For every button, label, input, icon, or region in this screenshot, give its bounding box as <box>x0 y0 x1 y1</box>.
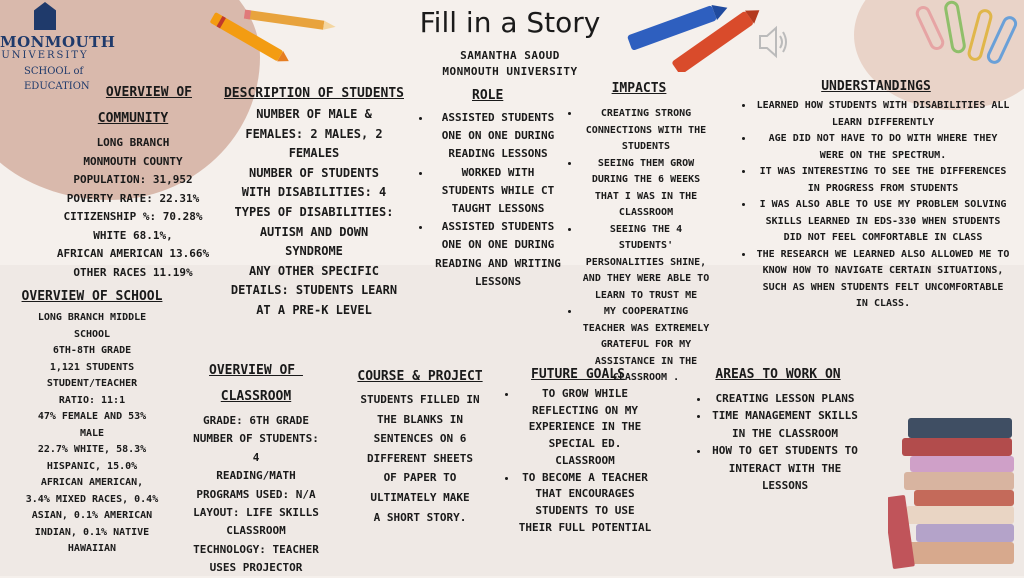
classroom-heading-line1: OVERVIEW OF <box>209 363 303 378</box>
understandings-item: • LEARNED HOW STUDENTS WITH DISABILITIES ALL LEARN DIFFERENTLY <box>754 98 1012 131</box>
classroom-line: GRADE: 6TH GRADE <box>203 414 309 427</box>
community-line: MONMOUTH COUNTY <box>83 154 183 168</box>
students-line: FEMALES <box>288 146 340 161</box>
course-line: OF PAPER TO <box>383 471 457 485</box>
areas-heading: AREAS TO WORK ON <box>715 367 841 382</box>
school-line: 1,121 STUDENTS <box>49 361 135 373</box>
community-line: OTHER RACES 11.19% <box>73 265 193 279</box>
author-affiliation: MONMOUTH UNIVERSITY <box>442 65 578 78</box>
future-item: • TO BECOME A TEACHER THAT ENCOURAGES STUDENTS TO USE THEIR FULL POTENTIAL <box>518 470 652 537</box>
students-line: DETAILS: STUDENTS LEARN <box>230 283 398 298</box>
impacts-item: • SEEING THE 4 STUDENTS' PERSONALITIES SHINE, AND THEY WERE ABLE TO LEARN TO TRUST ME <box>580 222 712 305</box>
classroom-line: USES PROJECTOR <box>209 561 303 575</box>
classroom-line: PROGRAMS USED: N/A <box>196 487 316 501</box>
role-heading: ROLE <box>472 88 504 103</box>
impacts-item: • MY COOPERATING TEACHER WAS EXTREMELY GRATEFUL FOR MY ASSISTANCE IN THE CLASSROOM . <box>580 304 712 387</box>
classroom-heading-line2: CLASSROOM <box>220 389 292 404</box>
course-line: ULTIMATELY MAKE <box>370 490 470 504</box>
speaker-icon[interactable] <box>758 22 788 62</box>
role-item: • ASSISTED STUDENTS ONE ON ONE DURING READING AND WRITING LESSONS <box>432 218 564 291</box>
school-line: LONG BRANCH MIDDLE <box>37 312 147 323</box>
school-line: 6TH-8TH GRADE <box>52 345 132 356</box>
future-heading: FUTURE GOALS <box>531 367 625 382</box>
community-line: WHITE 68.1%, <box>93 228 173 242</box>
school-line: HISPANIC, 15.0% <box>46 460 138 472</box>
impacts-item: • SEEING THEM GROW DURING THE 6 WEEKS THAT I WAS IN THE CLASSROOM <box>580 156 712 222</box>
logo-name: MONMOUTH <box>0 33 116 51</box>
school-line: SCHOOL <box>73 328 111 340</box>
school-line: INDIAN, 0.1% NATIVE <box>34 526 150 538</box>
understandings-heading: UNDERSTANDINGS <box>821 79 931 94</box>
school-line: 22.7% WHITE, 58.3% <box>37 444 147 455</box>
community-heading-line2: COMMUNITY <box>97 111 169 126</box>
impacts-item: • CREATING STRONG CONNECTIONS WITH THE STUDENTS <box>580 106 712 156</box>
school-section <box>4 286 180 558</box>
course-line: SENTENCES ON 6 <box>373 432 467 446</box>
community-line: AFRICAN AMERICAN 13.66% <box>56 247 210 260</box>
students-line: NUMBER OF MALE & <box>256 107 372 121</box>
students-line: AUTISM AND DOWN <box>259 224 369 239</box>
impacts-section <box>566 78 712 387</box>
school-line: ASIAN, 0.1% AMERICAN <box>31 510 153 521</box>
understandings-section <box>740 76 1012 313</box>
course-heading: COURSE & PROJECT <box>357 369 483 384</box>
logo-school-line2: EDUCATION <box>24 81 90 92</box>
areas-item: • TIME MANAGEMENT SKILLS IN THE CLASSROOM <box>710 407 860 442</box>
areas-item: • CREATING LESSON PLANS <box>710 390 860 407</box>
students-line: SYNDROME <box>285 244 343 259</box>
school-line: MALE <box>79 427 105 439</box>
students-line: ANY OTHER SPECIFIC <box>248 263 380 278</box>
students-line: NUMBER OF STUDENTS <box>248 165 380 180</box>
school-heading: OVERVIEW OF SCHOOL <box>21 289 163 304</box>
school-line: AFRICAN AMERICAN, <box>40 477 144 488</box>
students-line: WITH DISABILITIES: 4 <box>241 185 387 200</box>
areas-section <box>696 364 860 494</box>
university-logo <box>0 0 116 92</box>
course-section <box>346 366 494 527</box>
classroom-line: CLASSROOM <box>226 524 286 538</box>
impacts-heading: IMPACTS <box>611 81 667 96</box>
students-line: AT A PRE-K LEVEL <box>256 302 372 317</box>
school-line: RATIO: 11:1 <box>58 394 126 406</box>
role-section <box>418 85 564 291</box>
community-section <box>48 80 218 282</box>
logo-sub: UNIVERSITY <box>1 50 89 61</box>
understandings-item: • AGE DID NOT HAVE TO DO WITH WHERE THEY WERE ON THE SPECTRUM. <box>754 131 1012 164</box>
course-line: DIFFERENT SHEETS <box>367 451 473 465</box>
books-icon <box>888 412 1020 572</box>
pencil-icon <box>240 6 340 36</box>
classroom-line: TECHNOLOGY: TEACHER <box>193 542 319 556</box>
course-line: STUDENTS FILLED IN <box>360 393 480 406</box>
classroom-line: LAYOUT: LIFE SKILLS <box>193 506 319 520</box>
students-heading: DESCRIPTION OF STUDENTS <box>223 86 404 101</box>
classroom-line: NUMBER OF STUDENTS: <box>193 432 319 446</box>
school-line: 3.4% MIXED RACES, 0.4% <box>25 493 159 505</box>
understandings-item: • I WAS ALSO ABLE TO USE MY PROBLEM SOLVING SKILLS LEARNED IN EDS-330 WHEN STUDENTS DID NOT FEEL COMFORTABLE IN CLASS <box>754 197 1012 247</box>
community-heading-line1: OVERVIEW OF <box>105 85 192 100</box>
community-line: LONG BRANCH <box>96 136 170 149</box>
school-line: HAWAIIAN <box>67 543 117 554</box>
author-name: SAMANTHA SAOUD <box>460 49 560 62</box>
course-line: THE BLANKS IN <box>376 412 464 426</box>
role-item: • WORKED WITH STUDENTS WHILE CT TAUGHT LESSONS <box>432 164 564 219</box>
classroom-section <box>180 358 332 578</box>
school-line: 47% FEMALE AND 53% <box>37 411 147 422</box>
page-title: Fill in a Story <box>419 6 601 39</box>
role-item: • ASSISTED STUDENTS ONE ON ONE DURING READING LESSONS <box>432 109 564 164</box>
future-section <box>504 364 652 576</box>
building-icon <box>34 2 56 30</box>
classroom-line: READING/MATH <box>216 469 296 483</box>
community-line: POPULATION: 31,952 <box>73 173 193 186</box>
students-line: FEMALES: 2 MALES, 2 <box>245 126 383 141</box>
community-line: CITIZENSHIP %: 70.28% <box>63 210 203 223</box>
author-block <box>400 48 620 80</box>
course-line: A SHORT STORY. <box>373 510 467 524</box>
understandings-item: • IT WAS INTERESTING TO SEE THE DIFFERENCES IN PROGRESS FROM STUDENTS <box>754 164 1012 197</box>
classroom-line: 4 <box>252 450 260 464</box>
understandings-item: • THE RESEARCH WE LEARNED ALSO ALLOWED ME TO KNOW HOW TO NAVIGATE CERTAIN SITUATIONS, SUCH AS WHEN STUDENTS FELT UNCOMFORTABLE IN CLASS. <box>754 247 1012 313</box>
students-section <box>212 83 416 321</box>
community-line: POVERTY RATE: 22.31% <box>66 191 200 205</box>
logo-school-line1: SCHOOL of <box>24 66 84 77</box>
future-item: • TO GROW WHILE REFLECTING ON MY EXPERIENCE IN THE SPECIAL ED. CLASSROOM <box>518 386 652 470</box>
crayons-icon <box>618 0 768 72</box>
school-line: STUDENT/TEACHER <box>46 378 138 389</box>
areas-item: • HOW TO GET STUDENTS TO INTERACT WITH THE LESSONS <box>710 442 860 494</box>
students-line: TYPES OF DISABILITIES: <box>234 204 394 219</box>
